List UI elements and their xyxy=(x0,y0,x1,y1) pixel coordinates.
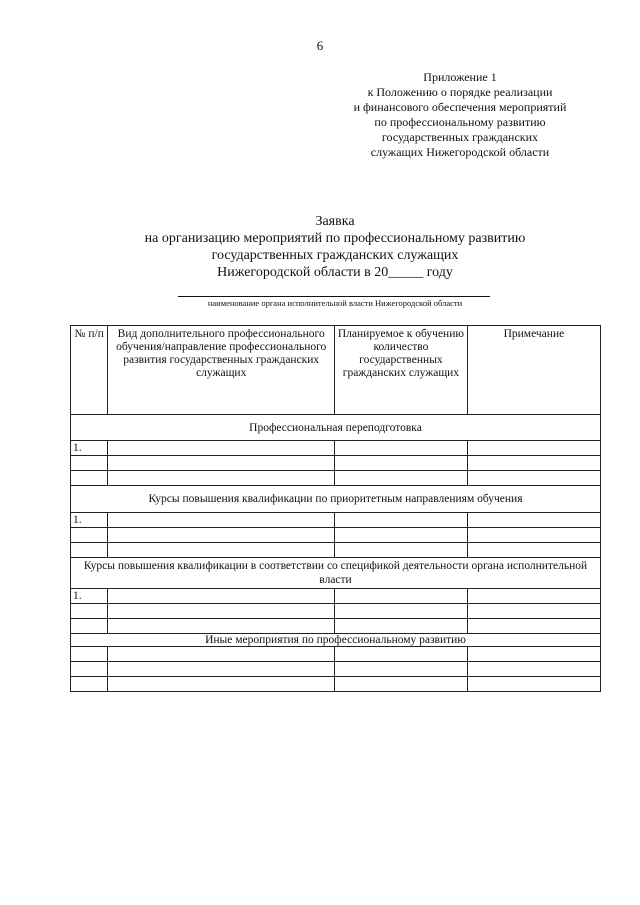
table-cell xyxy=(71,528,108,543)
section-row xyxy=(71,486,601,513)
table-cell xyxy=(335,677,468,692)
table-cell xyxy=(335,528,468,543)
table-cell xyxy=(467,589,600,604)
header-training-type: Вид дополнительного профессионального обучения/направление профессионального развития государственных гражданских служащих xyxy=(108,326,335,415)
table-cell xyxy=(335,441,468,456)
appendix-line: служащих Нижегородской области xyxy=(370,145,550,159)
table-cell xyxy=(108,604,335,619)
table-cell xyxy=(335,543,468,558)
table-cell xyxy=(108,647,335,662)
table-cell xyxy=(467,647,600,662)
section-title: Иные мероприятия по профессиональному развитию xyxy=(71,634,601,647)
org-name-line xyxy=(178,296,490,297)
table-cell xyxy=(467,619,600,634)
table-cell xyxy=(467,662,600,677)
section-row xyxy=(71,558,601,589)
table-cell xyxy=(108,677,335,692)
row-number: 1. xyxy=(71,441,108,456)
appendix-line: Приложение 1 xyxy=(423,70,497,84)
table-cell xyxy=(335,619,468,634)
title-line: государственных гражданских служащих xyxy=(211,248,459,263)
appendix-line: к Положению о порядке реализации xyxy=(367,85,553,99)
appendix-line: по профессиональному развитию xyxy=(374,115,546,129)
table-cell xyxy=(335,471,468,486)
section-row xyxy=(71,415,601,441)
table-row xyxy=(71,662,601,677)
appendix-line: и финансового обеспечения мероприятий xyxy=(353,100,567,114)
table-cell xyxy=(467,513,600,528)
section-row xyxy=(71,634,601,647)
section-title: Курсы повышения квалификации в соответствии со спецификой деятельности органа исполнительной власти xyxy=(71,558,601,589)
table-row xyxy=(71,604,601,619)
org-name-caption: наименование органа исполнительной власти Нижегородской области xyxy=(207,298,463,308)
table-header-row xyxy=(71,326,601,415)
table-cell xyxy=(71,619,108,634)
table-cell xyxy=(467,543,600,558)
table-row xyxy=(71,513,601,528)
section-title: Профессиональная переподготовка xyxy=(71,415,601,441)
table-cell xyxy=(108,662,335,677)
table-cell xyxy=(335,456,468,471)
table-cell xyxy=(467,441,600,456)
table-cell xyxy=(71,471,108,486)
table-row xyxy=(71,528,601,543)
table-row xyxy=(71,441,601,456)
table-cell xyxy=(71,662,108,677)
table-cell xyxy=(71,647,108,662)
document-title xyxy=(0,213,640,281)
table-cell xyxy=(335,589,468,604)
table-cell xyxy=(108,543,335,558)
table-cell xyxy=(335,513,468,528)
table-cell xyxy=(71,604,108,619)
table-cell xyxy=(108,619,335,634)
table-row xyxy=(71,619,601,634)
table-cell xyxy=(467,677,600,692)
table-cell xyxy=(71,677,108,692)
appendix-line: государственных гражданских xyxy=(381,130,539,144)
row-number: 1. xyxy=(71,513,108,528)
table-row xyxy=(71,471,601,486)
table-cell xyxy=(335,604,468,619)
request-table xyxy=(70,325,601,692)
table-cell xyxy=(467,528,600,543)
table-cell xyxy=(108,471,335,486)
table-cell xyxy=(108,528,335,543)
page-number: 6 xyxy=(316,38,324,53)
section-title: Курсы повышения квалификации по приоритетным направлениям обучения xyxy=(71,486,601,513)
table-cell xyxy=(71,543,108,558)
header-number: № п/п xyxy=(71,326,108,415)
table-cell xyxy=(335,662,468,677)
header-planned-count: Планируемое к обучению количество государственных гражданских служащих xyxy=(335,326,468,415)
table-cell xyxy=(71,456,108,471)
table-cell xyxy=(108,441,335,456)
title-line: Заявка xyxy=(315,214,355,229)
table-row xyxy=(71,589,601,604)
table-row xyxy=(71,677,601,692)
table-cell xyxy=(335,647,468,662)
table-row xyxy=(71,543,601,558)
table-cell xyxy=(467,604,600,619)
table-cell xyxy=(108,513,335,528)
table-row xyxy=(71,456,601,471)
table-cell xyxy=(108,589,335,604)
table-cell xyxy=(108,456,335,471)
table-cell xyxy=(467,471,600,486)
appendix-block xyxy=(330,70,590,160)
title-line: Нижегородской области в 20_____ году xyxy=(217,265,453,280)
row-number: 1. xyxy=(71,589,108,604)
header-note: Примечание xyxy=(467,326,600,415)
title-line: на организацию мероприятий по профессиональному развитию xyxy=(144,231,526,246)
table-cell xyxy=(467,456,600,471)
table-row xyxy=(71,647,601,662)
